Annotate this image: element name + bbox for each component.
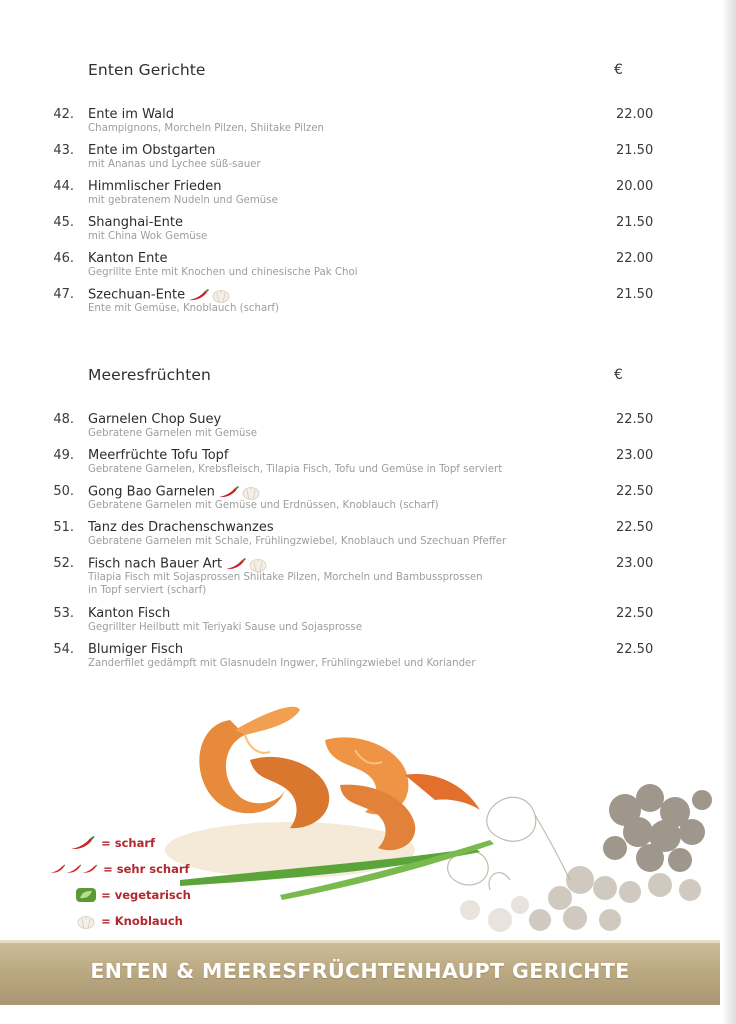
item-name: Himmlischer Frieden	[88, 179, 222, 194]
item-number: 47.	[53, 287, 74, 302]
item-description: Champignons, Morcheln Pilzen, Shiitake Pilzen	[88, 123, 324, 134]
item-price: 22.50	[616, 520, 654, 535]
menu-item	[0, 556, 736, 602]
legend-item	[50, 858, 190, 878]
currency-label: €	[614, 367, 623, 383]
item-name: Gong Bao Garnelen	[88, 484, 215, 500]
legend-item	[76, 910, 183, 930]
item-price: 22.00	[616, 107, 654, 122]
item-price: 21.50	[616, 143, 654, 158]
menu-item	[0, 143, 736, 177]
shrimp-dish-image	[150, 690, 530, 920]
item-number: 53.	[53, 606, 74, 621]
item-description: Gebratene Garnelen mit Gemüse	[88, 428, 258, 439]
item-number: 45.	[53, 215, 74, 230]
item-price: 21.50	[616, 287, 654, 302]
three-chili-icon	[50, 862, 98, 876]
menu-item	[0, 215, 736, 249]
section-title: Meeresfrüchten	[88, 366, 211, 384]
item-price: 22.50	[616, 412, 654, 427]
item-number: 51.	[53, 520, 74, 535]
item-description-line-2: in Topf serviert (scharf)	[88, 585, 207, 596]
item-description: Gebratene Garnelen mit Schale, Frühlingzwiebel, Knoblauch und Szechuan Pfeffer	[88, 536, 507, 547]
item-number: 52.	[53, 556, 74, 571]
item-name-with-icons	[88, 484, 261, 500]
item-name-with-icons	[88, 556, 268, 572]
chili-icon	[218, 486, 240, 498]
garlic-icon	[76, 913, 96, 929]
item-name: Szechuan-Ente	[88, 287, 186, 303]
item-description: Gegrillte Ente mit Knochen und chinesische Pak Choi	[88, 267, 358, 278]
item-price: 22.00	[616, 251, 654, 266]
item-name: Fisch nach Bauer Art	[88, 556, 223, 572]
menu-item	[0, 484, 736, 518]
legend-item	[76, 884, 191, 904]
item-name: Tanz des Drachenschwanzes	[88, 520, 274, 535]
item-number: 44.	[53, 179, 74, 194]
item-price: 22.50	[616, 606, 654, 621]
item-name: Kanton Fisch	[88, 606, 171, 621]
legend-label: = sehr scharf	[103, 862, 190, 876]
category-banner	[0, 940, 720, 1005]
item-name: Shanghai-Ente	[88, 215, 184, 230]
leaf-icon	[76, 888, 96, 902]
item-number: 50.	[53, 484, 74, 499]
item-number: 54.	[53, 642, 74, 657]
item-description: mit gebratenem Nudeln und Gemüse	[88, 195, 278, 206]
currency-label: €	[614, 62, 623, 78]
item-price: 21.50	[616, 215, 654, 230]
item-price: 22.50	[616, 642, 654, 657]
item-description: Gebratene Garnelen, Krebsfleisch, Tilapia Fisch, Tofu und Gemüse in Topf serviert	[88, 464, 503, 475]
item-description: Gegrillter Heilbutt mit Teriyaki Sause und Sojasprosse	[88, 622, 362, 633]
item-price: 23.00	[616, 448, 654, 463]
menu-item	[0, 642, 736, 676]
garlic-icon	[248, 556, 268, 572]
section-title: Enten Gerichte	[88, 61, 206, 79]
item-description: Zanderfilet gedämpft mit Glasnudeln Ingwer, Frühlingzwiebel und Koriander	[88, 658, 476, 669]
item-name: Meerfrüchte Tofu Topf	[88, 448, 229, 463]
item-description: Tilapia Fisch mit Sojasprossen Shiitake Pilzen, Morcheln und Bambussprossen	[88, 572, 483, 583]
banner-title: ENTEN & MEERESFRÜCHTENHAUPT GERICHTE	[90, 959, 630, 983]
menu-item	[0, 287, 736, 321]
menu-item	[0, 412, 736, 446]
item-price: 20.00	[616, 179, 654, 194]
chili-icon	[225, 558, 247, 570]
item-number: 43.	[53, 143, 74, 158]
legend-label: = Knoblauch	[101, 914, 183, 928]
menu-item	[0, 448, 736, 482]
item-name-with-icons	[88, 287, 231, 303]
item-price: 23.00	[616, 556, 654, 571]
item-description: Ente mit Gemüse, Knoblauch (scharf)	[88, 303, 279, 314]
item-name: Ente im Wald	[88, 107, 174, 122]
item-description: Gebratene Garnelen mit Gemüse und Erdnüssen, Knoblauch (scharf)	[88, 500, 439, 511]
item-name: Ente im Obstgarten	[88, 143, 216, 158]
item-number: 42.	[53, 107, 74, 122]
chili-icon	[70, 836, 96, 850]
item-description: mit China Wok Gemüse	[88, 231, 208, 242]
legend-item	[70, 832, 155, 852]
legend-label: = vegetarisch	[101, 888, 191, 902]
item-number: 48.	[53, 412, 74, 427]
menu-item	[0, 606, 736, 640]
garlic-icon	[211, 287, 231, 303]
legend-label: = scharf	[101, 836, 156, 850]
item-price: 22.50	[616, 484, 654, 499]
menu-item	[0, 520, 736, 554]
item-name: Garnelen Chop Suey	[88, 412, 222, 427]
item-number: 46.	[53, 251, 74, 266]
garlic-icon	[241, 484, 261, 500]
item-number: 49.	[53, 448, 74, 463]
item-name: Blumiger Fisch	[88, 642, 184, 657]
chili-icon	[188, 289, 210, 301]
menu-item	[0, 251, 736, 285]
item-name: Kanton Ente	[88, 251, 168, 266]
menu-item	[0, 179, 736, 213]
menu-item	[0, 107, 736, 141]
item-description: mit Ananas und Lychee süß-sauer	[88, 159, 261, 170]
